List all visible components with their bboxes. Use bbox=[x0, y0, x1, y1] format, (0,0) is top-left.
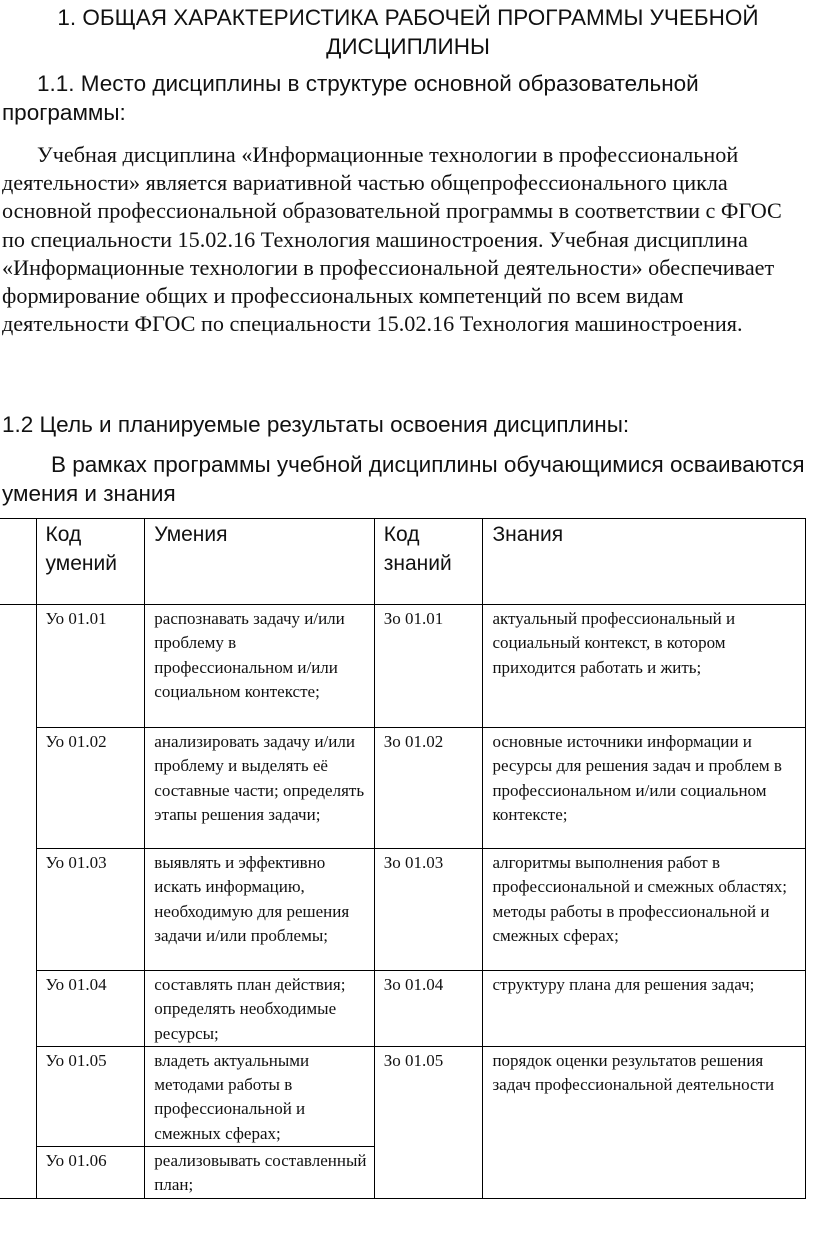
knowledge-cell: алгоритмы выполнения работ в профессиональной и смежных областях; методы работы в профессиональной и смежных сферах; bbox=[483, 849, 806, 971]
section-1-1-title: 1.1. Место дисциплины в структуре основной образовательной программы: bbox=[2, 71, 699, 125]
section-1-1-text: Учебная дисциплина «Информационные технологии в профессиональной деятельности» является вариативной частью общепрофессионального цикла основной профессиональной образовательной программы в соответствии с ФГОС по специальности 15.02.16 Технология машиностроения. Учебная дисциплина «Информационные технологии в профессиональной деятельности» обеспечивает формирование общих и профессиональных компетенций по всем видам деятельности ФГОС по специальности 15.02.16 Технология машиностроения. bbox=[2, 142, 782, 337]
skill-code-cell: Уо 01.03 bbox=[36, 849, 145, 971]
knowledge-code-cell: Зо 01.01 bbox=[374, 605, 483, 728]
knowledge-cell: порядок оценки результатов решения задач профессиональной деятельности bbox=[483, 1046, 806, 1198]
skill-cell: распознавать задачу и/или проблему в профессиональном и/или социальном контексте; bbox=[145, 605, 374, 728]
knowledge-cell: структуру плана для решения задач; bbox=[483, 971, 806, 1047]
header-knowledge: Знания bbox=[483, 519, 806, 605]
skill-code-cell: Уо 01.06 bbox=[36, 1147, 145, 1199]
section-1-title: 1. ОБЩАЯ ХАРАКТЕРИСТИКА РАБОЧЕЙ ПРОГРАММЫ УЧЕБНОЙ ДИСЦИПЛИНЫ bbox=[57, 5, 759, 59]
skill-code-cell: Уо 01.05 bbox=[36, 1046, 145, 1146]
skill-code-cell: Уо 01.04 bbox=[36, 971, 145, 1047]
section-1-2-title: 1.2 Цель и планируемые результаты освоения дисциплины: bbox=[2, 412, 630, 437]
competency-code-cell bbox=[0, 605, 36, 1199]
skill-cell: составлять план действия; определять необходимые ресурсы; bbox=[145, 971, 374, 1047]
skill-cell: владеть актуальными методами работы в профессиональной и смежных сферах; bbox=[145, 1046, 374, 1146]
table-row bbox=[0, 728, 806, 849]
section-1-2-text: В рамках программы учебной дисциплины обучающимися осваиваются умения и знания bbox=[2, 452, 805, 506]
skills-knowledge-table bbox=[0, 518, 806, 1199]
knowledge-cell: основные источники информации и ресурсы для решения задач и проблем в профессиональном и/или социальном контексте; bbox=[483, 728, 806, 849]
table-row bbox=[0, 605, 806, 728]
skill-cell: анализировать задачу и/или проблему и выделять её составные части; определять этапы решения задачи; bbox=[145, 728, 374, 849]
knowledge-cell: актуальный профессиональный и социальный контекст, в котором приходится работать и жить; bbox=[483, 605, 806, 728]
knowledge-code-cell: Зо 01.04 bbox=[374, 971, 483, 1047]
skill-cell: реализовывать составленный план; bbox=[145, 1147, 374, 1199]
skill-cell: выявлять и эффективно искать информацию, необходимую для решения задачи и/или проблемы; bbox=[145, 849, 374, 971]
table-row bbox=[0, 1046, 806, 1146]
header-knowledge-code: Код знаний bbox=[374, 519, 483, 605]
table-row bbox=[0, 971, 806, 1047]
header-competency-code bbox=[0, 519, 36, 605]
table-header-row bbox=[0, 519, 806, 605]
skill-code-cell: Уо 01.02 bbox=[36, 728, 145, 849]
header-skill-code: Код умений bbox=[36, 519, 145, 605]
knowledge-code-cell: Зо 01.03 bbox=[374, 849, 483, 971]
skill-code-cell: Уо 01.01 bbox=[36, 605, 145, 728]
knowledge-code-cell: Зо 01.05 bbox=[374, 1046, 483, 1198]
header-skills: Умения bbox=[145, 519, 374, 605]
table-row bbox=[0, 849, 806, 971]
knowledge-code-cell: Зо 01.02 bbox=[374, 728, 483, 849]
